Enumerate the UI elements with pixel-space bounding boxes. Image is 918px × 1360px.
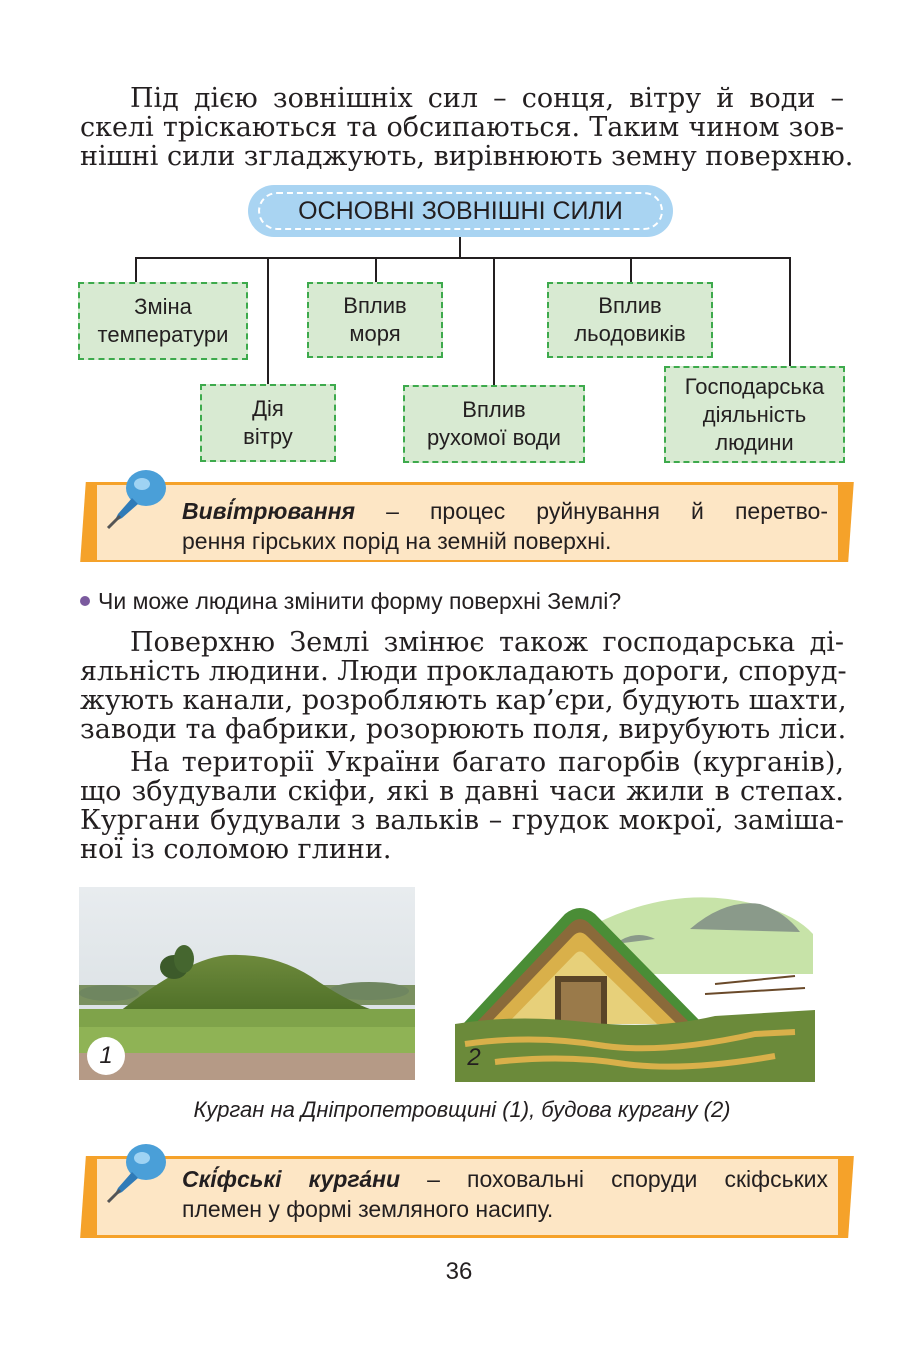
diagram-title: ОСНОВНІ ЗОВНІШНІ СИЛИ xyxy=(258,192,663,230)
connector-trunk xyxy=(459,237,461,258)
box-human-line1: Господарська xyxy=(684,373,825,399)
p1-line-4: заводи та фабрики, розорюють поля, вирубують ліси. xyxy=(80,714,847,745)
figure-number-2: 2 xyxy=(467,1044,481,1071)
box-wind-line1: Дія xyxy=(252,396,284,421)
kurgan-structure-image xyxy=(455,884,815,1082)
definition2-term: Скі́фські курга́ни xyxy=(182,1166,401,1192)
pushpin-icon xyxy=(104,1140,174,1206)
figure-number-1: 1 xyxy=(87,1037,125,1075)
definition1-text xyxy=(182,496,828,556)
box-wind-line2: вітру xyxy=(243,424,293,449)
connector-4 xyxy=(493,257,495,386)
intro-paragraph xyxy=(80,83,854,172)
box-temperature-change xyxy=(78,282,248,360)
kurgan-photo-image xyxy=(79,887,415,1080)
connector-5 xyxy=(630,257,632,283)
box-sea-line1: Вплив xyxy=(343,293,407,318)
kurgan-photo xyxy=(79,887,415,1080)
box-human-activity xyxy=(664,366,845,463)
box-glaciers xyxy=(547,282,713,358)
connector-1 xyxy=(135,257,137,283)
definition2-line2: племен у формі земляного насипу. xyxy=(182,1196,554,1222)
p1-line-1: Поверхню Землі змінює також господарська ді- xyxy=(130,627,844,658)
p1-line-3: жують канали, розробляють кар’єри, будують шахти, xyxy=(80,685,847,716)
p1-line-2: яльність людини. Люди прокладають дороги, споруд- xyxy=(80,656,847,687)
box-water-line1: Вплив xyxy=(462,397,526,422)
definition2-text xyxy=(182,1164,828,1224)
p2-line-3: Кургани будували з вальків – грудок мокрої, заміша- xyxy=(80,805,844,836)
pushpin-icon xyxy=(104,466,174,532)
kurgan-structure-illustration xyxy=(455,884,815,1082)
box-temperature-line2: температури xyxy=(97,322,229,347)
box-glaciers-line2: льодовиків xyxy=(574,321,686,346)
box-human-line2: діяльність xyxy=(702,401,807,427)
paragraph-human-activity xyxy=(80,627,847,745)
box-temperature-line1: Зміна xyxy=(134,294,192,319)
p2-line-4: ної із соломою глини. xyxy=(80,834,392,865)
intro-line-1: Під дією зовнішніх сил – сонця, вітру й води – xyxy=(130,83,844,114)
definition1-line1-rest: – процес руйнування й перетво- xyxy=(355,498,828,524)
page-number: 36 xyxy=(445,1258,473,1285)
connector-bar xyxy=(135,257,791,259)
question xyxy=(80,588,621,615)
paragraph-kurgans xyxy=(80,748,844,864)
box-sea-influence xyxy=(307,282,443,358)
definition1-term: Виві́трювання xyxy=(182,498,356,524)
question-text: Чи може людина змінити форму поверхні Землі? xyxy=(98,588,622,614)
box-sea-line2: моря xyxy=(349,321,401,346)
p2-line-1: На території України багато пагорбів (курганів), xyxy=(130,747,844,778)
intro-line-2: скелі тріскаються та обсипаються. Таким чином зов- xyxy=(80,112,844,143)
figure-caption: Курган на Дніпропетровщині (1), будова кургану (2) xyxy=(193,1097,731,1122)
connector-2 xyxy=(267,257,269,385)
diagram-title-pill xyxy=(248,185,673,237)
box-glaciers-line1: Вплив xyxy=(598,293,662,318)
connector-6 xyxy=(789,257,791,367)
definition2-line1-rest: – поховальні споруди скіфських xyxy=(400,1166,828,1192)
bullet-icon xyxy=(80,596,90,606)
p2-line-2: що збудували скіфи, які в давні часи жили в степах. xyxy=(80,776,844,807)
box-running-water xyxy=(403,385,585,463)
connector-3 xyxy=(375,257,377,283)
box-wind-action xyxy=(200,384,336,462)
box-human-line3: людини xyxy=(715,429,794,455)
definition1-line2: рення гірських порід на земній поверхні. xyxy=(182,528,612,554)
intro-line-3: нішні сили згладжують, вирівнюють земну поверхню. xyxy=(80,141,854,172)
box-water-line2: рухомої води xyxy=(427,425,561,450)
